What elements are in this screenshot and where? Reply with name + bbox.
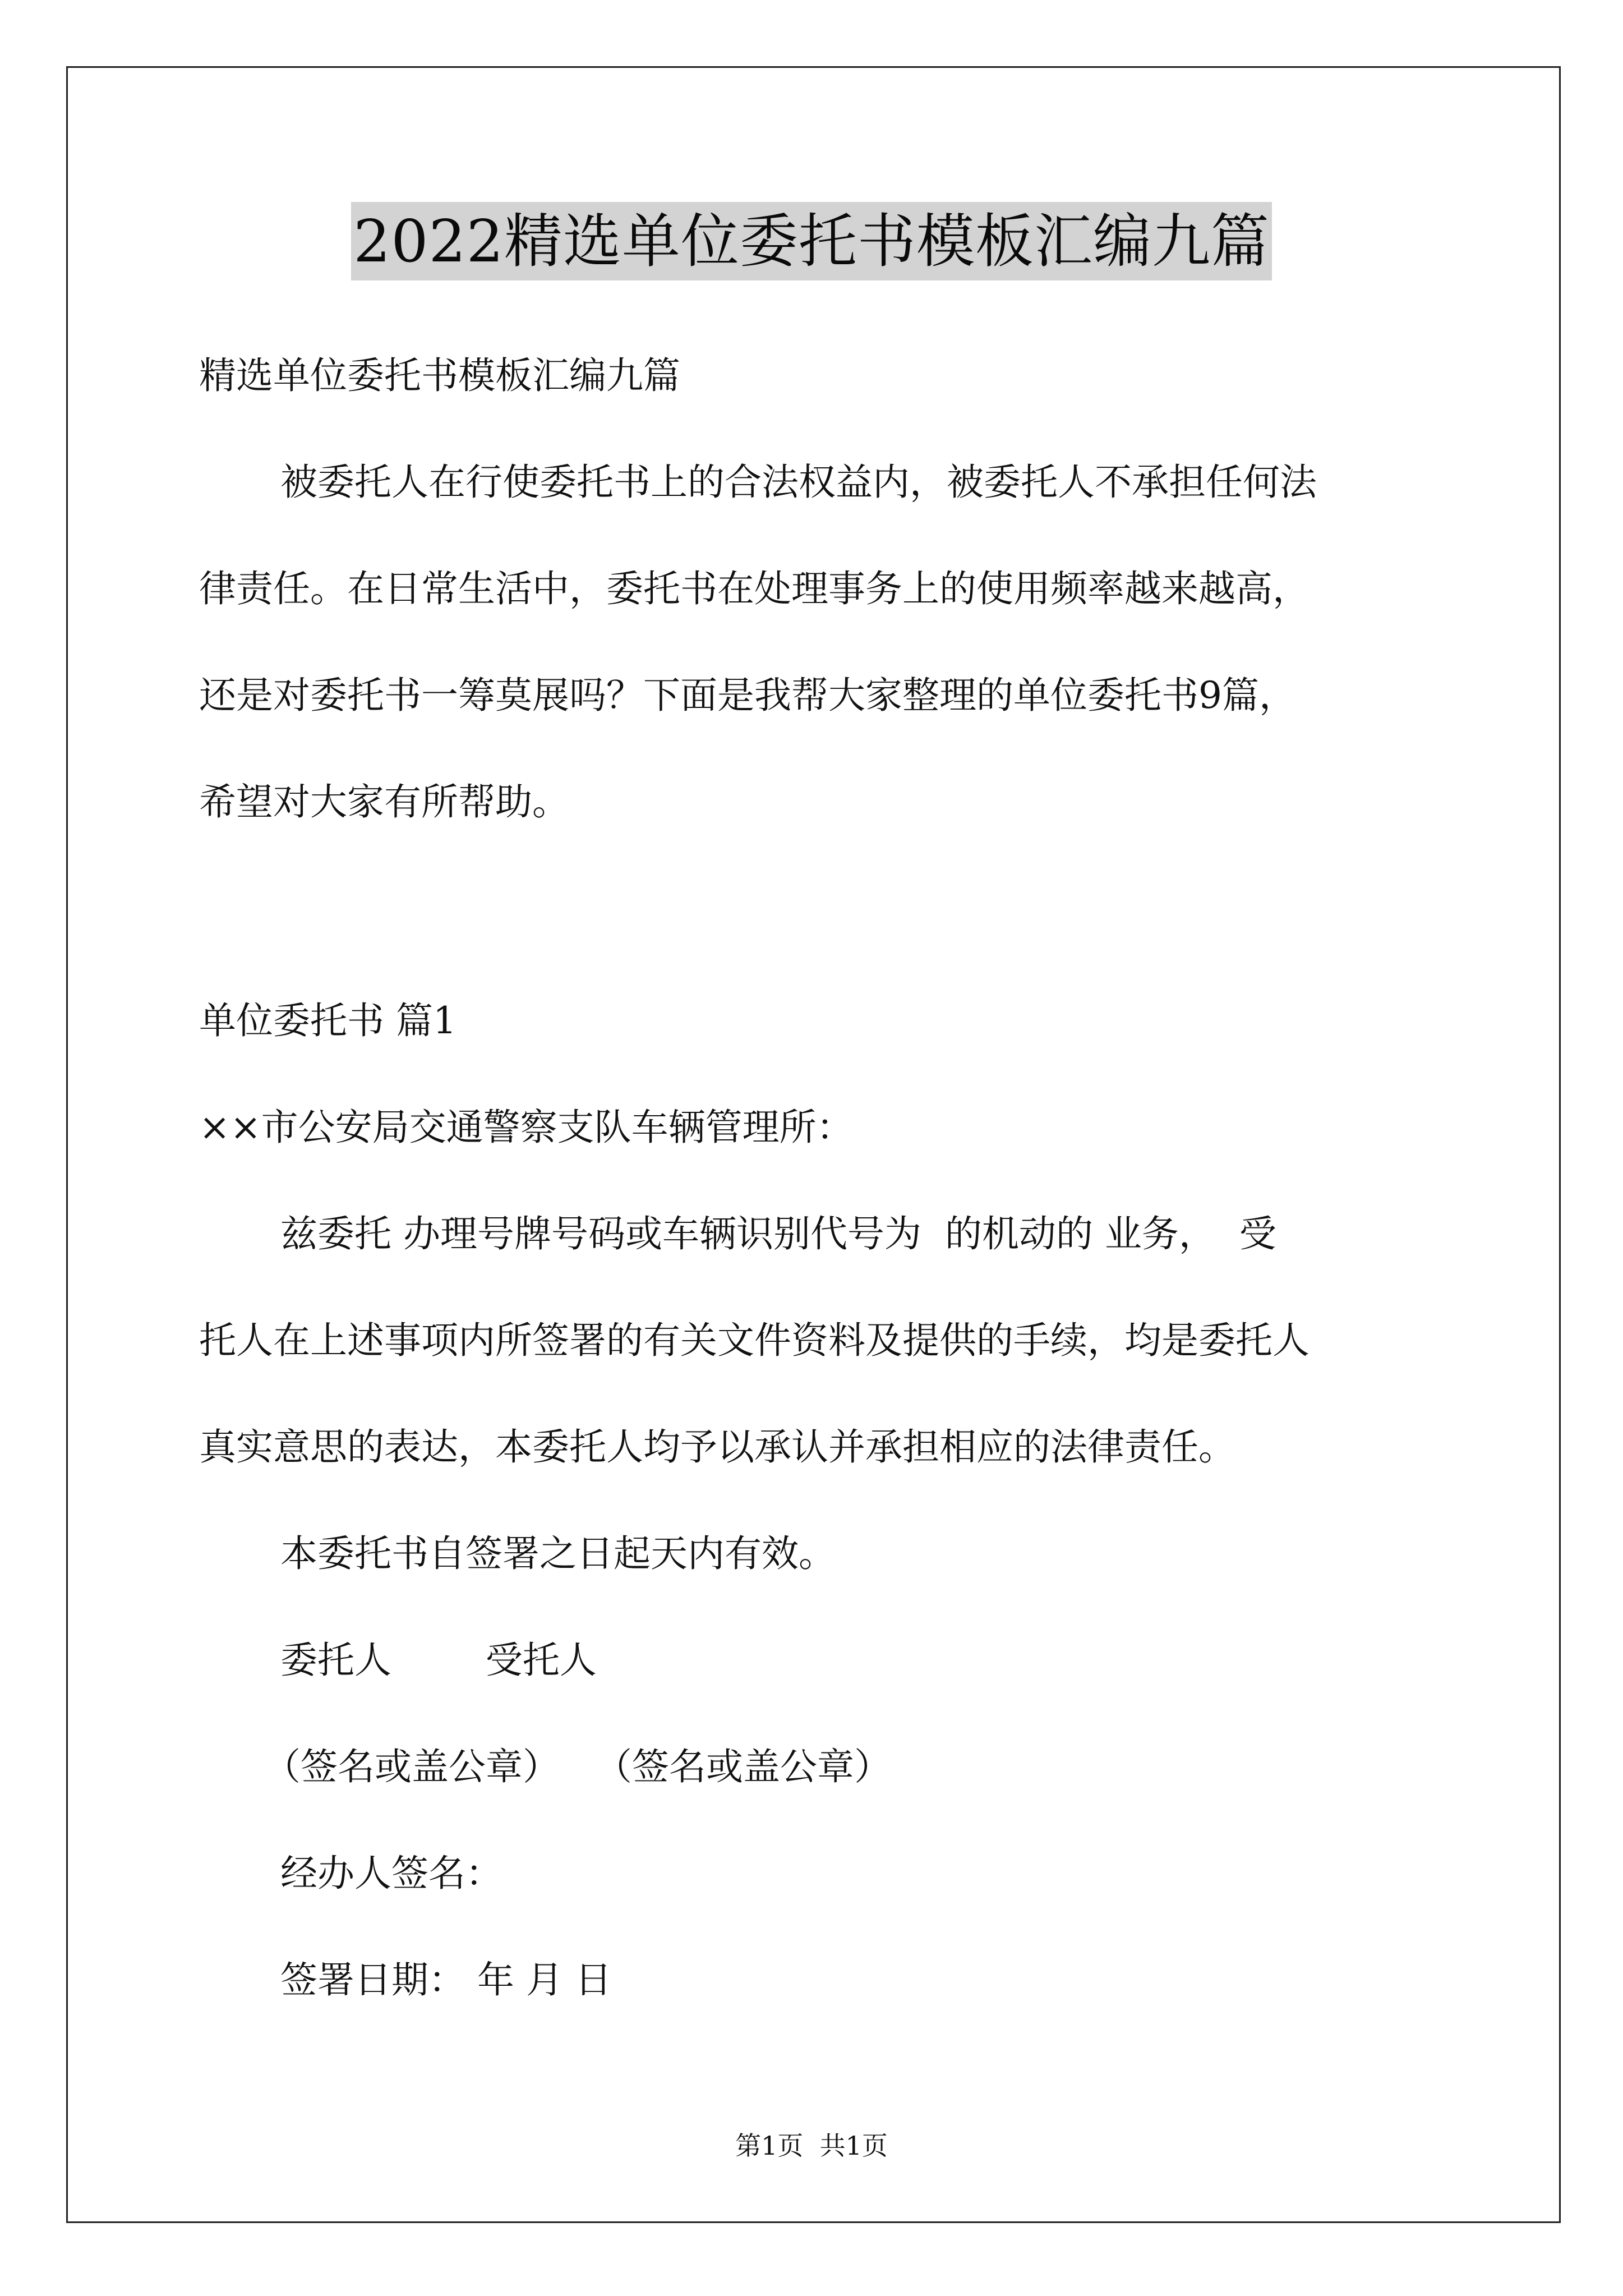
intro-line-4: 希望对大家有所帮助。 [199, 780, 569, 823]
addressee: ××市公安局交通警察支队车辆管理所： [199, 1106, 854, 1149]
validity-line: 本委托书自签署之日起天内有效。 [280, 1532, 836, 1575]
body-line-3: 真实意思的表达，本委托人均予以承认并承担相应的法律责任。 [199, 1425, 1235, 1469]
intro-line-2: 律责任。在日常生活中，委托书在处理事务上的使用频率越来越高， [199, 567, 1310, 610]
sign-note-line: （签名或盖公章） （签名或盖公章） [264, 1745, 891, 1788]
page-footer: 第1页 共1页 [735, 2131, 888, 2161]
intro-heading: 精选单位委托书模板汇编九篇 [199, 354, 680, 397]
body-line-2: 托人在上述事项内所签署的有关文件资料及提供的手续，均是委托人 [199, 1319, 1310, 1362]
intro-line-3: 还是对委托书一筹莫展吗？下面是我帮大家整理的单位委托书9篇， [199, 674, 1296, 717]
sign-date-line: 签署日期： 年 月 日 [280, 1958, 612, 2001]
section-heading: 单位委托书 篇1 [199, 999, 457, 1042]
intro-line-1: 被委托人在行使委托书上的合法权益内，被委托人不承担任何法 [280, 461, 1317, 504]
body-line-1: 兹委托 办理号牌号码或车辆识别代号为 的机动的 业务， 受 [280, 1212, 1276, 1255]
document-title: 2022精选单位委托书模板汇编九篇 [351, 202, 1272, 280]
title-container [0, 202, 1623, 280]
handler-signature-line: 经办人签名： [280, 1852, 502, 1895]
parties-line: 委托人 受托人 [280, 1639, 597, 1682]
